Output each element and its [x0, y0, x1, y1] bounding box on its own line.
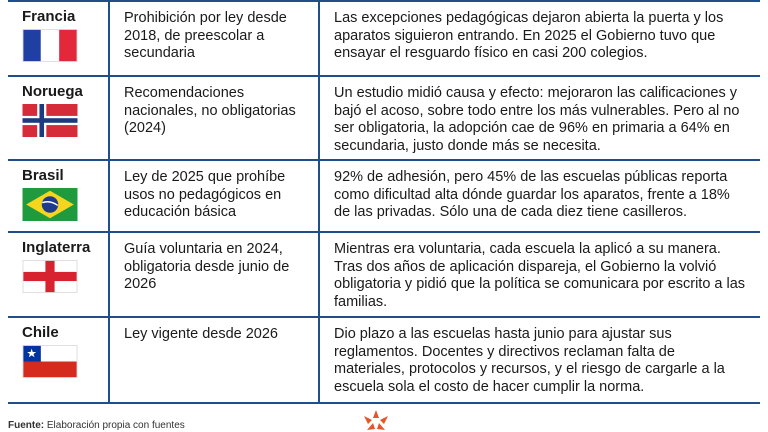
source-note: [8, 420, 185, 432]
comparison-table: [8, 0, 760, 404]
table-row: [8, 161, 760, 233]
norway-flag-icon: [22, 104, 78, 137]
country-name: Inglaterra: [22, 239, 91, 256]
rule-cell: Prohibición por ley desde 2018, de preescolar a secundaria: [110, 2, 320, 75]
table-row: [8, 233, 760, 318]
description-cell: Un estudio midió causa y efecto: mejoraron las calificaciones y bajó el acoso, sobre todo entre los más vulnerables. Pero al no ser obligatoria, la adopción cae de 96% en primaria a 64% en secundaria, justo donde más se necesita.: [334, 85, 740, 154]
country-cell: [8, 2, 110, 75]
source-label: Fuente:: [8, 420, 45, 431]
country-cell: [8, 77, 110, 159]
description-cell: Dio plazo a las escuelas hasta junio para ajustar sus reglamentos. Docentes y directivos reclaman falta de materiales, protocolos y recursos, y el riesgo de cargarle a la escuela sola el costo de hacer cumplir la norma.: [334, 326, 725, 395]
country-name: Francia: [22, 8, 76, 25]
country-name: Noruega: [22, 83, 83, 100]
rule-cell: Guía voluntaria en 2024, obligatoria desde junio de 2026: [110, 233, 320, 316]
rule-cell: Recomendaciones nacionales, no obligatorias (2024): [110, 77, 320, 159]
description-cell: Mientras era voluntaria, cada escuela la aplicó a su manera. Tras dos años de aplicación dispareja, el Gobierno la volvió obligatoria y pidió que la política se comunicara por escrito a las familias.: [334, 241, 746, 310]
description-cell: Las excepciones pedagógicas dejaron abierta la puerta y los aparatos siguieron entrando. En 2025 el Gobierno tuvo que ensayar el resguardo físico en casi 200 colegios.: [334, 10, 724, 61]
country-cell: [8, 233, 110, 316]
country-name: Brasil: [22, 167, 64, 184]
table-row: [8, 2, 760, 77]
rule-cell: Ley vigente desde 2026: [110, 318, 320, 402]
country-cell: [8, 161, 110, 231]
description-cell: 92% de adhesión, pero 45% de las escuelas públicas reporta como dificultad alta dónde guardar los aparatos, frente a 18% de las privadas. Sólo una de cada diez tiene casilleros.: [334, 169, 730, 220]
table-row: [8, 77, 760, 161]
country-cell: [8, 318, 110, 402]
country-name: Chile: [22, 324, 59, 341]
england-flag-icon: [22, 260, 78, 293]
france-flag-icon: [22, 29, 78, 62]
source-text: Elaboración propia con fuentes: [46, 420, 185, 431]
table-row: [8, 318, 760, 404]
brazil-flag-icon: [22, 188, 78, 221]
chile-flag-icon: [22, 345, 78, 378]
rule-cell: Ley de 2025 que prohíbe usos no pedagógicos en educación básica: [110, 161, 320, 231]
publisher-logo-icon: [358, 408, 394, 432]
